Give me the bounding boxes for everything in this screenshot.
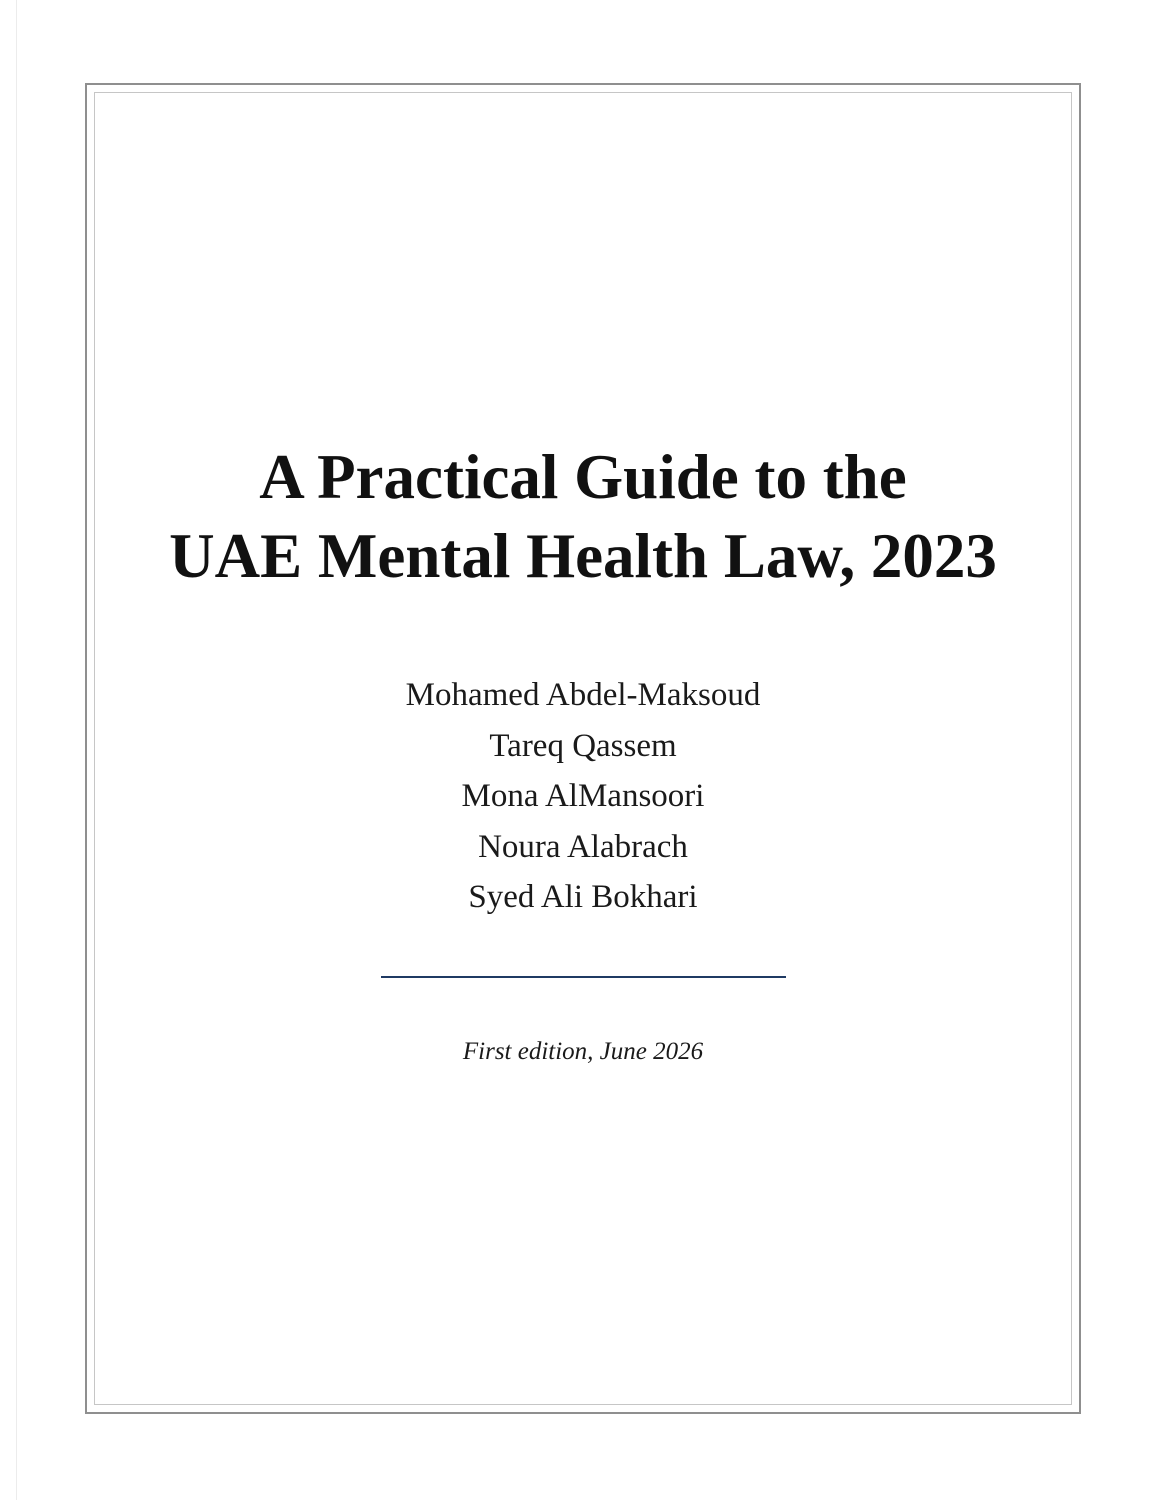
- author-name: Tareq Qassem: [489, 727, 677, 764]
- author-name: Syed Ali Bokhari: [468, 879, 698, 915]
- edition-note: First edition, June 2026: [462, 1038, 704, 1065]
- book-title-line-2: UAE Mental Health Law, 2023: [169, 521, 997, 591]
- author-name: Mohamed Abdel-Maksoud: [405, 677, 761, 713]
- author-list: [94, 670, 1072, 923]
- book-title-line-1: A Practical Guide to the: [259, 442, 907, 512]
- page-edge-line: [16, 0, 17, 1500]
- divider-rule: [381, 976, 786, 978]
- author-name: Noura Alabrach: [478, 828, 688, 865]
- author-name: Mona AlMansoori: [461, 778, 705, 814]
- book-title: [94, 438, 1072, 596]
